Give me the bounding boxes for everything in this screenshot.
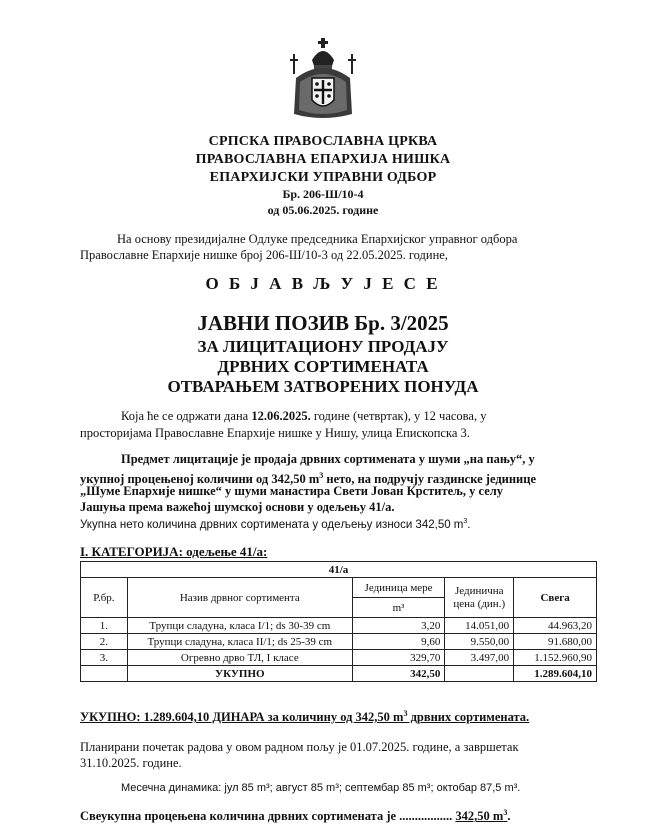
announce-heading: О Б Ј А В Љ У Ј Е С Е: [205, 274, 441, 293]
planned-line-2: 31.10.2025. године.: [80, 756, 182, 770]
auction-date: 12.06.2025.: [251, 409, 311, 423]
total-price-empty: [445, 666, 514, 682]
public-call-title: ЈАВНИ ПОЗИВ Бр. 3/2025: [197, 311, 449, 335]
row-no: 2.: [81, 634, 128, 650]
summary-text: УКУПНО: 1.289.604,10 ДИНАРА за количину од 342,50 m: [80, 710, 404, 725]
public-call-subtitle-2: ДРВНИХ СОРТИМЕНАТА: [217, 357, 429, 376]
subject-unit: нето, на подручју газдинске јединице: [323, 472, 537, 487]
estimate-value: 342,50 m: [455, 809, 504, 824]
auction-date-pre: Која ће се одржати дана: [121, 409, 252, 423]
col-price: Јединична цена (дин.): [445, 578, 514, 618]
row-no: 3.: [81, 650, 128, 666]
row-name: Трупци сладуна, класа II/1; ds 25-39 cm: [127, 634, 352, 650]
monthly-dynamics: Месечна динамика: јул 85 m³; август 85 m³; септембар 85 m³; октобар 87,5 m³.: [121, 782, 521, 794]
church-name: СРПСКА ПРАВОСЛАВНА ЦРКВА: [208, 134, 438, 149]
summary-sup: 3: [403, 709, 408, 718]
row-total: 1.152.960,90: [514, 650, 597, 666]
total-sum: 1.289.604,10: [514, 666, 597, 682]
total-qty: 342,50: [352, 666, 445, 682]
net-total-text: Укупна нето количина дрвних сортимената у одељењу износи 342,50 m: [80, 518, 464, 531]
summary-line: [80, 709, 529, 725]
category-heading: I. КАТЕГОРИЈА: одељење 41/а:: [80, 544, 268, 559]
col-unit: Јединица мере: [352, 578, 445, 598]
estimate-end: .: [507, 809, 511, 824]
table-row: [81, 650, 597, 666]
public-call-subtitle-1: ЗА ЛИЦИТАЦИОНУ ПРОДАЈУ: [197, 337, 449, 356]
table-section-row: [81, 562, 597, 578]
row-price: 14.051,00: [445, 618, 514, 634]
public-call-subtitle-3: ОТВАРАЊЕМ ЗАТВОРЕНИХ ПОНУДА: [167, 377, 479, 396]
subject-line-2: укупној процењеној количини од 342,50 $m^3$ нето, на подручју газдинске јединице: [80, 471, 537, 487]
intro-line-2: Православне Епархије нишке број 206-Ш/10-3 од 22.05.2025. године,: [80, 248, 448, 262]
total-label: УКУПНО: [127, 666, 352, 682]
col-name: Назив дрвног сортимента: [127, 578, 352, 618]
board-name: ЕПАРХИЈСКИ УПРАВНИ ОДБОР: [209, 170, 437, 185]
row-total: 91.680,00: [514, 634, 597, 650]
table-row: [81, 634, 597, 650]
row-price: 3.497,00: [445, 650, 514, 666]
net-total-line: [80, 518, 471, 531]
total-estimate-line: [80, 808, 510, 824]
reference-date: од 05.06.2025. године: [267, 203, 379, 217]
row-total: 44.963,20: [514, 618, 597, 634]
table-section: 41/а: [81, 562, 597, 578]
col-unit-sub: m³: [352, 598, 445, 618]
eparchy-coat-of-arms: [290, 38, 356, 124]
estimate-text: Свеукупна процењена количина дрвних сортимената је .................: [80, 809, 456, 824]
row-qty: 3,20: [352, 618, 445, 634]
net-total-end: .: [467, 518, 471, 531]
auction-date-post: године (четвртак), у 12 часова, у: [310, 409, 487, 423]
net-total-sup: 3: [463, 518, 468, 525]
total-empty: [81, 666, 128, 682]
auction-location: просторијама Православне Епархије нишке у Нишу, улица Епископска 3.: [80, 426, 470, 440]
table-header-row: [81, 578, 597, 598]
col-no: Р.бр.: [81, 578, 128, 618]
subject-line-1: Предмет лицитације је продаја дрвних сортимената у шуми „на пању“, у: [121, 452, 535, 466]
estimate-sup: 3: [503, 808, 508, 817]
row-qty: 329,70: [352, 650, 445, 666]
eparchy-name: ПРАВОСЛАВНА ЕПАРХИЈА НИШКА: [195, 152, 451, 167]
reference-number: Бр. 206-Ш/10-4: [282, 187, 364, 201]
assortment-table: [80, 561, 597, 682]
auction-date-paragraph: [121, 408, 586, 425]
row-price: 9.550,00: [445, 634, 514, 650]
subject-line-3: „Шуме Епархије нишке“ у шуми манастира Свети Јован Крститељ, у селу: [80, 484, 504, 498]
row-name: Огревно дрво ТЛ, I класе: [127, 650, 352, 666]
subject-line-4: Јашуња према важећој шумској основи у одељењу 41/а.: [80, 500, 395, 514]
row-no: 1.: [81, 618, 128, 634]
intro-line-1: На основу президијалне Одлуке председника Епархијског управног одбора: [117, 232, 518, 246]
row-name: Трупци сладуна, класа I/1; ds 30-39 cm: [127, 618, 352, 634]
col-total: Свега: [514, 578, 597, 618]
row-qty: 9,60: [352, 634, 445, 650]
planned-line-1: Планирани почетак радова у овом радном пољу је 01.07.2025. године, а завршетак: [80, 740, 519, 754]
summary-end: дрвних сортимената.: [407, 710, 530, 725]
subject-qty: укупној процењеној количини од 342,50 m: [80, 472, 320, 487]
table-row: [81, 618, 597, 634]
table-total-row: [81, 666, 597, 682]
